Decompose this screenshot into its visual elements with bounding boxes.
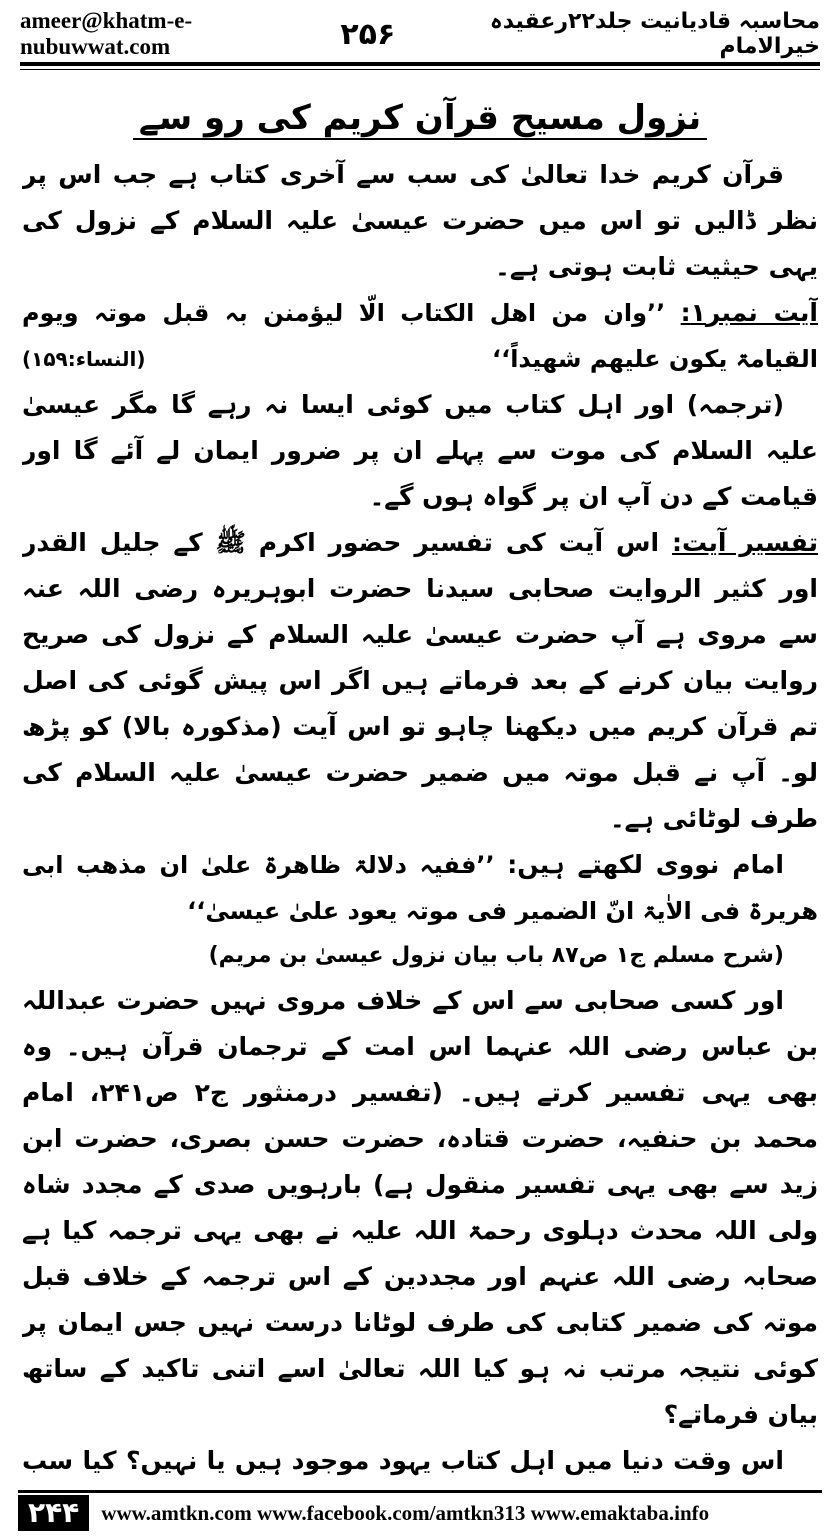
ibn-abbas-paragraph: اور کسی صحابی سے اس کے خلاف مروی نہیں حضرت عبداللہ بن عباس رضی اللہ عنہما اس امت کے ترجمان قرآن ہیں۔ وہ بھی یہی تفسیر کرتے ہیں۔ (تفسیر درمنثور ج۲ ص۲۴۱، امام محمد بن حنفیہ، حضرت قتادہ، حضرت حسن بصری، حضرت ابن زید سے بھی یہی تفسیر منقول ہے) بارہویں صدی کے مجدد شاہ ولی اللہ محدث دہلوی رحمۃ اللہ علیہ نے بھی یہی ترجمہ کیا ہے صحابہ رضی اللہ عنہم اور مجددین کے اس ترجمہ کے خلاف قبل موتہ کی ضمیر کتابی کی طرف لوٹانا درست نہیں جس ایمان پر کوئی نتیجہ مرتب نہ ہو کیا اللہ تعالیٰ اسے اتنی تاکید کے ساتھ بیان فرماتے؟ [22, 986, 818, 1429]
section-title-text: نزول مسیح قرآن کریم کی رو سے [133, 98, 707, 140]
tafsir-paragraph [22, 520, 818, 842]
nawawi-quote: ’’ففیہ دلالۃ ظاھرۃ علیٰ ان مذھب ابی ھریرۃ فی الاٰیۃ انّ الضمیر فی موتہ یعود علیٰ عیسیٰ‘‘ [22, 851, 818, 925]
ayat-reference: (النساء:۱۵۹) [22, 347, 146, 371]
header-left [20, 8, 395, 60]
tafsir-label: تفسیر آیت: [672, 528, 818, 557]
footer-page-number: ۲۴۴ [18, 1495, 89, 1531]
nawawi-paragraph [22, 842, 818, 934]
ayat-paragraph [22, 290, 818, 382]
page-header [20, 10, 820, 58]
header-rule-thin [20, 69, 820, 70]
section-title [22, 84, 818, 152]
ayat-label: آیت نمبر۱: [680, 298, 818, 327]
header-book-title: محاسبہ قادیانیت جلد۲۲رعقیدہ خیرالامام [489, 9, 820, 59]
nawawi-reference: (شرح مسلم ج۱ ص۸۷ باب بیان نزول عیسیٰ بن مریم) [208, 943, 784, 968]
header-rule-thick [20, 62, 820, 66]
header-page-number: ۲۵۶ [340, 16, 396, 52]
header-email: ameer@khatm-e-nubuwwat.com [20, 8, 193, 59]
footer-links: www.amtkn.com www.facebook.com/amtkn313 www.emaktaba.info [101, 1500, 710, 1525]
tafsir-text: اس آیت کی تفسیر حضور اکرم ﷺ کے جلیل القدر اور کثیر الروایت صحابی سیدنا حضرت ابوہریرہ رضی اللہ عنہ سے مروی ہے آپ حضرت عیسیٰ علیہ السلام کے نزول کی صریح روایت بیان کرنے کے بعد فرماتے ہیں اگر اس پیش گوئی کی اصل تم قرآن کریم میں دیکھنا چاہو تو اس آیت (مذکورہ بالا) کو پڑھ لو۔ آپ نے قبل موتہ میں ضمیر حضرت عیسیٰ علیہ السلام کی طرف لوٹائی ہے۔ [22, 528, 818, 833]
translation-paragraph: (ترجمہ) اور اہل کتاب میں کوئی ایسا نہ رہے گا مگر عیسیٰ علیہ السلام کی موت سے پہلے ان پر ضرور ایمان لے آئے گا اور قیامت کے دن آپ ان پر گواہ ہوں گے۔ [22, 390, 818, 511]
intro-paragraph: قرآن کریم خدا تعالیٰ کی سب سے آخری کتاب ہے جب اس پر نظر ڈالیں تو اس میں حضرت عیسیٰ علیہ السلام کے نزول کی یہی حیثیت ثابت ہوتی ہے۔ [22, 160, 818, 281]
page-body [22, 84, 818, 1476]
ayat-text: ’’وان من اھل الکتاب الّا لیؤمنن بہ قبل موتہ ویوم القیامۃ یکون علیھم شھیداً‘‘ [22, 299, 818, 373]
page-footer [18, 1490, 822, 1533]
closing-paragraph: اس وقت دنیا میں اہل کتاب یہود موجود ہیں یا نہیں؟ کیا سب [22, 1446, 784, 1475]
nawawi-intro: امام نووی لکھتے ہیں: [507, 850, 785, 879]
